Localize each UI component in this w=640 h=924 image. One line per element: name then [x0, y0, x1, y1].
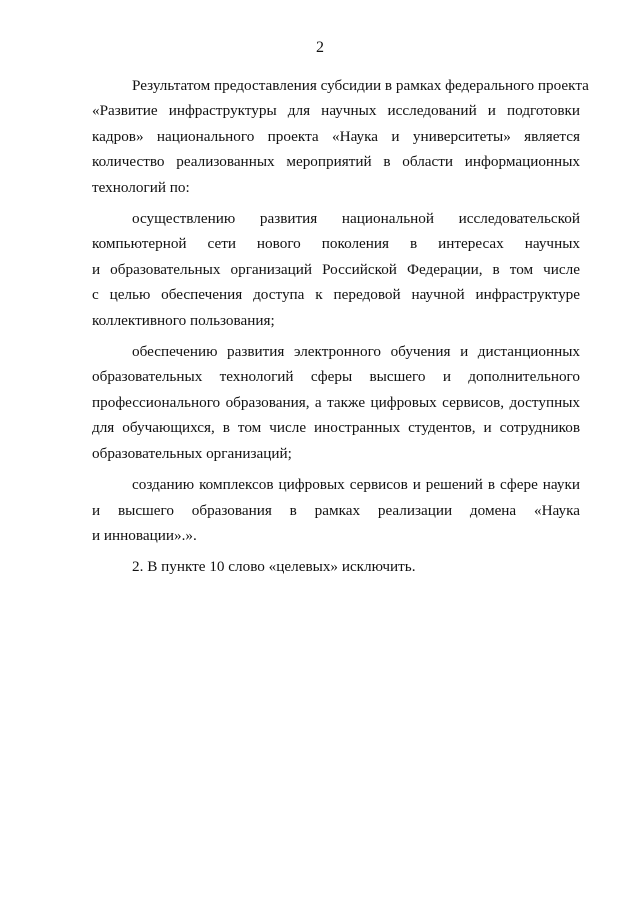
text-line: созданию комплексов цифровых сервисов и решений в сфере науки — [132, 476, 580, 494]
text-line: с целью обеспечения доступа к передовой научной инфраструктуре — [92, 286, 580, 304]
text-line: осуществлению развития национальной исследовательской — [132, 210, 580, 228]
text-line: образовательных технологий сферы высшего и дополнительного — [92, 368, 580, 386]
text-line: коллективного пользования; — [92, 311, 275, 329]
text-line: количество реализованных мероприятий в области информационных — [92, 153, 580, 171]
text-line: профессионального образования, а также цифровых сервисов, доступных — [92, 393, 580, 411]
text-line: обеспечению развития электронного обучения и дистанционных — [132, 343, 580, 361]
page-number: 2 — [316, 39, 324, 56]
text-line: и образовательных организаций Российской Федерации, в том числе — [92, 260, 580, 278]
text-line: 2. В пункте 10 слово «целевых» исключить. — [132, 558, 416, 576]
document-body — [92, 73, 589, 586]
paragraph-digital-services — [92, 472, 580, 548]
text-line: и высшего образования в рамках реализации домена «Наука — [92, 501, 580, 519]
paragraph-subsidy-result — [92, 73, 589, 200]
text-line: технологий по: — [92, 178, 190, 196]
paragraph-research-network — [92, 206, 580, 333]
paragraph-item-2 — [92, 554, 580, 579]
text-line: и инновации».». — [92, 526, 197, 544]
text-line: Результатом предоставления субсидии в рамках федерального проекта — [132, 77, 589, 94]
text-line: компьютерной сети нового поколения в интересах научных — [92, 235, 580, 253]
text-line: для обучающихся, в том числе иностранных студентов, и сотрудников — [92, 419, 580, 437]
paragraph-e-learning — [92, 339, 580, 466]
text-line: «Развитие инфраструктуры для научных исследований и подготовки — [92, 102, 580, 120]
text-line: образовательных организаций; — [92, 444, 292, 462]
text-line: кадров» национального проекта «Наука и университеты» является — [92, 127, 580, 145]
